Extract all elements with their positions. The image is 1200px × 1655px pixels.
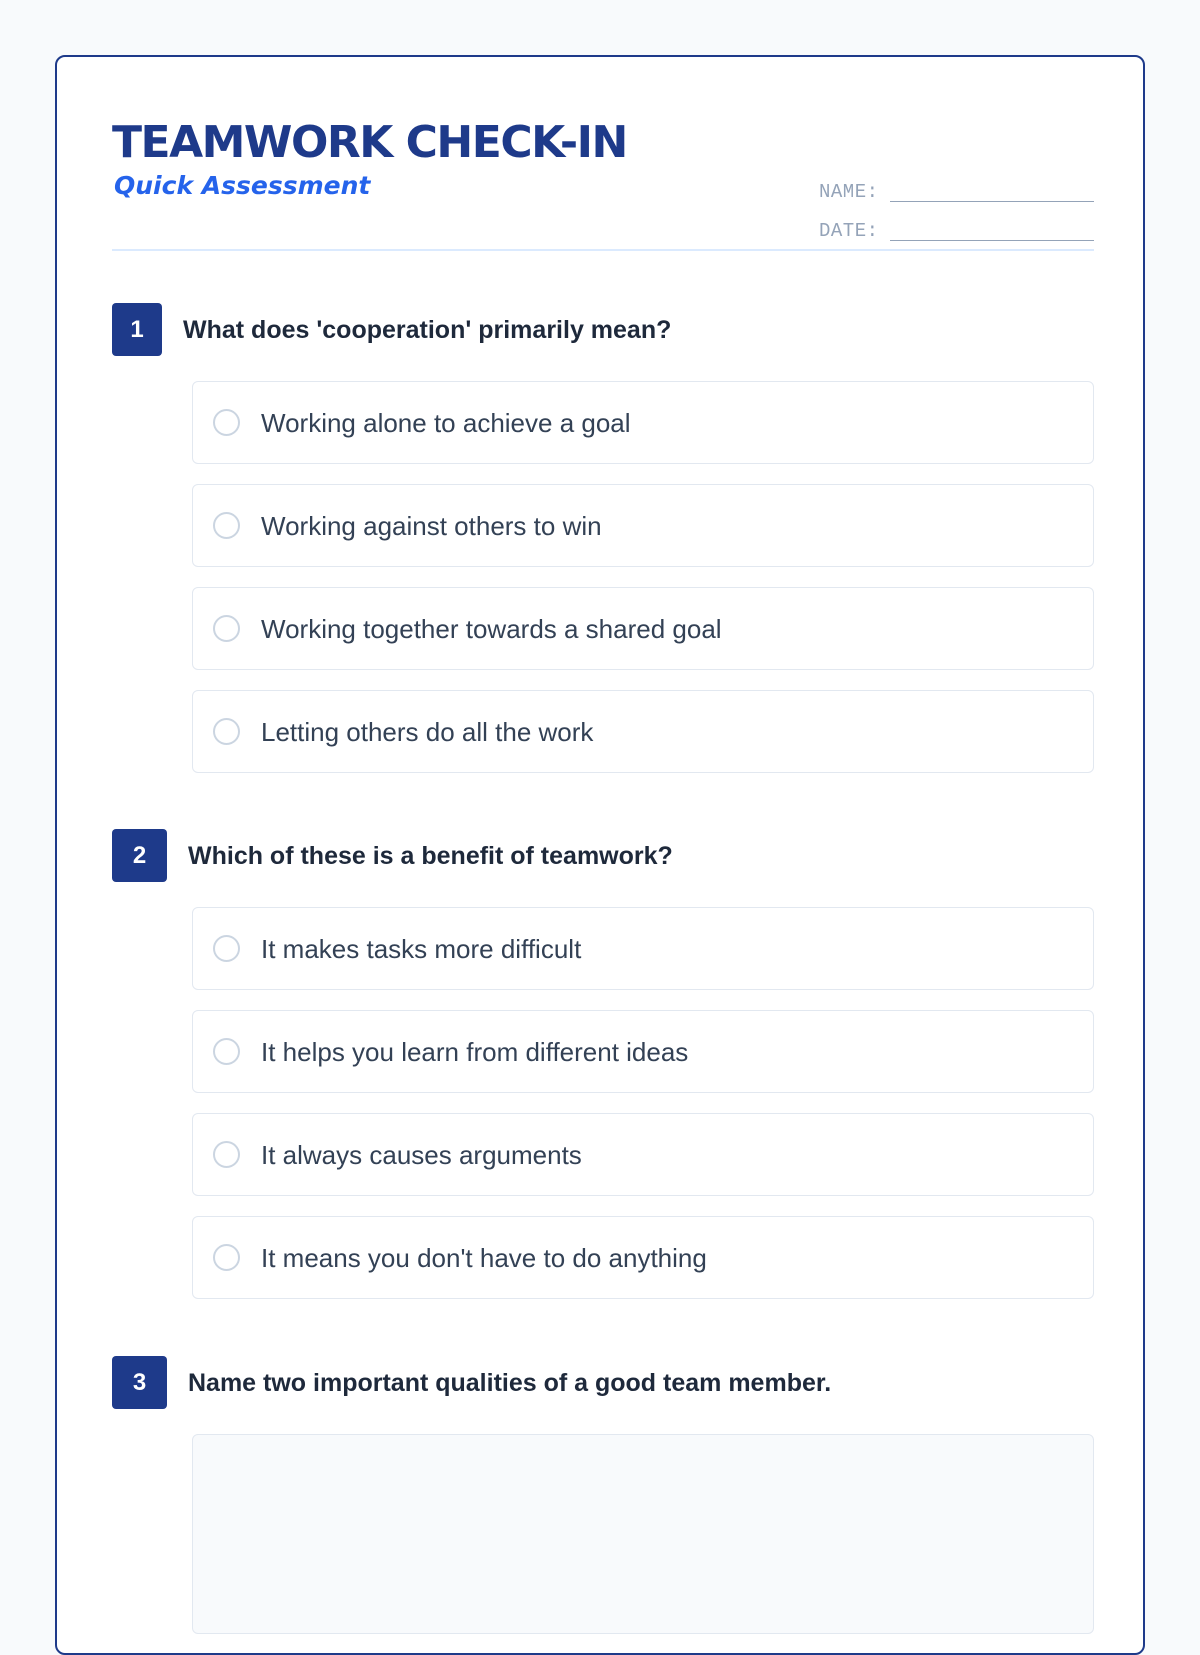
option-label: It makes tasks more difficult — [261, 934, 582, 964]
option-2b[interactable] — [192, 1010, 1094, 1093]
question-text: Which of these is a benefit of teamwork? — [188, 842, 673, 870]
option-label: It means you don't have to do anything — [261, 1243, 707, 1273]
name-field-label: NAME: — [819, 181, 879, 203]
option-2a[interactable] — [192, 907, 1094, 990]
question-number-badge: 1 — [112, 303, 162, 356]
radio-button[interactable] — [213, 615, 240, 642]
question-text: Name two important qualities of a good team member. — [188, 1369, 832, 1397]
radio-button[interactable] — [213, 1038, 240, 1065]
name-field[interactable] — [819, 181, 1094, 205]
name-field-line[interactable] — [890, 201, 1094, 202]
radio-button[interactable] — [213, 935, 240, 962]
option-1c[interactable] — [192, 587, 1094, 670]
date-field-line[interactable] — [890, 240, 1094, 241]
option-1b[interactable] — [192, 484, 1094, 567]
option-2c[interactable] — [192, 1113, 1094, 1196]
worksheet-title: TEAMWORK CHECK-IN — [112, 117, 627, 168]
option-label: Working together towards a shared goal — [261, 614, 722, 644]
worksheet-card — [55, 55, 1145, 1655]
option-label: Working alone to achieve a goal — [261, 408, 631, 438]
date-field-label: DATE: — [819, 220, 879, 242]
question-number-badge: 2 — [112, 829, 167, 882]
radio-button[interactable] — [213, 718, 240, 745]
worksheet-subtitle: Quick Assessment — [114, 171, 371, 200]
option-label: It helps you learn from different ideas — [261, 1037, 689, 1067]
worksheet-header — [112, 117, 1094, 251]
question-number-badge: 3 — [112, 1356, 167, 1409]
radio-button[interactable] — [213, 409, 240, 436]
written-answer-box[interactable] — [192, 1434, 1094, 1634]
radio-button[interactable] — [213, 512, 240, 539]
option-1a[interactable] — [192, 381, 1094, 464]
radio-button[interactable] — [213, 1244, 240, 1271]
question-text: What does 'cooperation' primarily mean? — [183, 316, 672, 344]
option-label: Letting others do all the work — [261, 717, 594, 747]
radio-button[interactable] — [213, 1141, 240, 1168]
option-label: Working against others to win — [261, 511, 602, 541]
date-field[interactable] — [819, 220, 1094, 244]
option-label: It always causes arguments — [261, 1140, 582, 1170]
option-2d[interactable] — [192, 1216, 1094, 1299]
option-1d[interactable] — [192, 690, 1094, 773]
